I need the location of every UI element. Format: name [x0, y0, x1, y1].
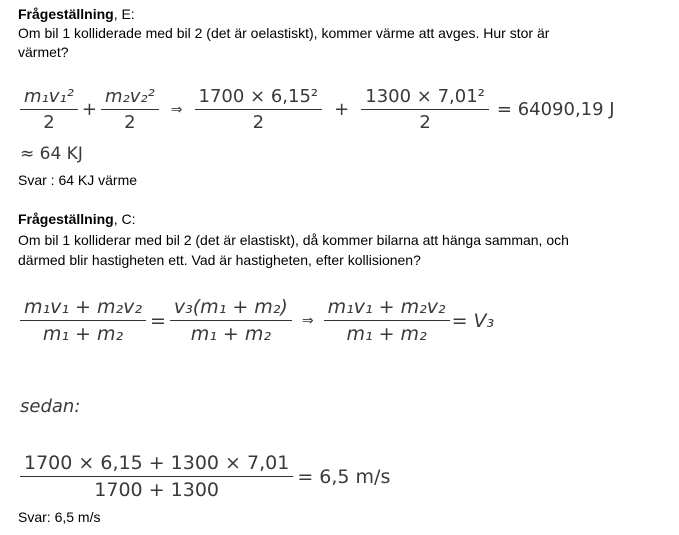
fraction [195, 86, 323, 133]
numerator: m₁v₁² [20, 86, 78, 110]
numerator: 1700 × 6,15 + 1300 × 7,01 [20, 452, 293, 477]
question-c-line1: Om bil 1 kolliderar med bil 2 (det är elastiskt), då kommer bilarna att hänga samman, och [18, 232, 569, 248]
fraction [324, 296, 450, 345]
operator: = [149, 309, 166, 332]
question-e-line2: värmet? [18, 44, 69, 60]
denominator: m₁ + m₂ [346, 323, 427, 345]
question-c-line2: därmed blir hastigheten ett. Vad är hastigheten, efter kollisionen? [18, 252, 421, 268]
heading-c [18, 209, 135, 229]
heading-rest: , E: [113, 6, 135, 22]
numerator: 1300 × 7,01² [361, 86, 489, 110]
operator: + [81, 99, 97, 120]
heading-bold: Frågeställning [18, 6, 114, 22]
numerator: m₂v₂² [101, 86, 159, 110]
fraction [20, 86, 78, 133]
fraction [170, 296, 292, 345]
result: = 6,5 m/s [297, 465, 391, 488]
approx-value: ≈ 64 KJ [20, 144, 83, 164]
heading-bold: Frågeställning [18, 211, 114, 227]
fraction [361, 86, 489, 133]
fraction [101, 86, 159, 133]
numerator: v₃(m₁ + m₂) [170, 296, 292, 321]
operator: + [334, 99, 350, 120]
equation-heat [20, 86, 623, 133]
fraction [20, 452, 293, 501]
denominator: 2 [124, 112, 136, 133]
denominator: 2 [43, 112, 55, 133]
question-e-line1: Om bil 1 kolliderade med bil 2 (det är oelastiskt), kommer värme att avges. Hur stor är [18, 25, 550, 41]
denominator: 1700 + 1300 [94, 479, 220, 501]
denominator: m₁ + m₂ [190, 323, 271, 345]
operator: ⇒ [170, 101, 183, 118]
heading-e [18, 4, 135, 24]
denominator: 2 [419, 112, 431, 133]
denominator: m₁ + m₂ [42, 323, 124, 345]
numerator: m₁v₁ + m₂v₂ [20, 296, 146, 321]
operator: ⇒ [301, 312, 314, 329]
heading-rest: , C: [113, 211, 136, 227]
answer-c: Svar: 6,5 m/s [18, 509, 101, 525]
answer-e: Svar : 64 KJ värme [18, 172, 138, 188]
equation-momentum [20, 296, 496, 345]
equation-velocity [20, 452, 394, 501]
fraction [20, 296, 146, 345]
numerator: m₁v₁ + m₂v₂ [324, 296, 450, 321]
denominator: 2 [252, 112, 265, 133]
result: = 64090,19 J [496, 99, 615, 120]
result: = V₃ [451, 309, 495, 332]
sedan-label: sedan: [20, 396, 81, 417]
numerator: 1700 × 6,15² [195, 86, 323, 110]
